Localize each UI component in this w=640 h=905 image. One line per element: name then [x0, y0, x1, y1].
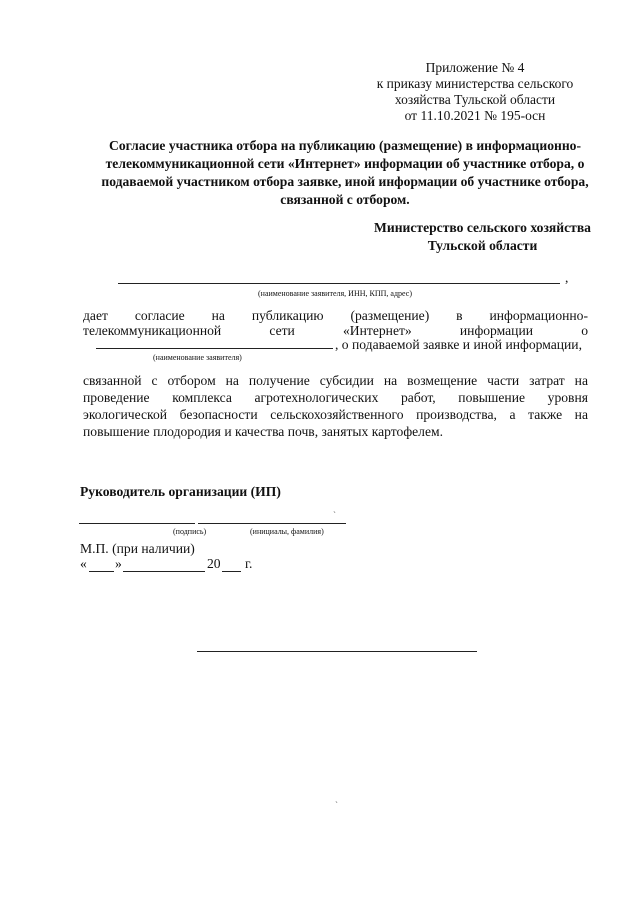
recipient-block	[350, 219, 615, 255]
consent-line-1: дает согласие на публикацию (размещение) в информационно-	[83, 308, 588, 323]
signature-input-line[interactable]	[79, 523, 195, 524]
paragraph-line-4: повышение плодородия и качества почв, занятых картофелем.	[83, 424, 443, 439]
annex-number: Приложение № 4	[425, 60, 525, 75]
consent-line-3-tail: , о подаваемой заявке и иной информации,	[335, 337, 582, 352]
paragraph-line-1: связанной с отбором на получение субсидии на возмещение части затрат на	[83, 373, 588, 388]
title-line-4: связанной с отбором.	[280, 192, 410, 207]
paragraph-line-2: проведение комплекса агротехнологических работ, повышение уровня	[83, 390, 588, 405]
date-year-suffix: г.	[245, 556, 253, 571]
title-line-3: подаваемой участником отбора заявке, иной информации об участнике отбора,	[101, 174, 589, 189]
annex-date: от 11.10.2021 № 195-осн	[404, 108, 546, 123]
consent-line-2: телекоммуникационной сети «Интернет» информации о	[83, 323, 588, 338]
date-year-prefix: 20	[207, 556, 221, 571]
applicant-input-line[interactable]	[118, 283, 560, 284]
bottom-separator-line	[197, 651, 477, 652]
annex-order-ref: к приказу министерства сельского	[376, 76, 574, 91]
applicant-name-input-line[interactable]	[96, 348, 333, 349]
title-line-1: Согласие участника отбора на публикацию (размещение) в информационно-	[109, 138, 581, 153]
initials-caption: (инициалы, фамилия)	[250, 527, 324, 536]
paragraph-line-3: экологической безопасности сельскохозяйственного производства, а также на	[83, 407, 588, 422]
tick-mark: ˋ	[333, 510, 336, 520]
recipient-line-2: Тульской области	[427, 238, 538, 253]
stamp-label: М.П. (при наличии)	[80, 541, 195, 556]
applicant-caption: (наименование заявителя, ИНН, КПП, адрес)	[258, 289, 412, 298]
date-day-input-line[interactable]	[89, 571, 114, 572]
date-open-quote: «	[80, 556, 87, 571]
signature-caption: (подпись)	[173, 527, 207, 536]
annex-block	[340, 60, 610, 124]
title-line-2: телекоммуникационной сети «Интернет» информации об участнике отбора, о	[105, 156, 585, 171]
date-close-quote: »	[115, 556, 122, 571]
date-month-input-line[interactable]	[123, 571, 205, 572]
signature-heading: Руководитель организации (ИП)	[80, 484, 281, 499]
annex-ministry: хозяйства Тульской области	[394, 92, 556, 107]
applicant-name-caption: (наименование заявителя)	[153, 353, 242, 362]
applicant-comma: ,	[565, 270, 569, 285]
subsidy-paragraph	[83, 372, 588, 440]
document-title	[80, 137, 610, 209]
recipient-line-1: Министерство сельского хозяйства	[374, 220, 591, 235]
initials-input-line[interactable]	[198, 523, 346, 524]
date-year-input-line[interactable]	[222, 571, 241, 572]
tick-mark: ˋ	[335, 800, 338, 810]
